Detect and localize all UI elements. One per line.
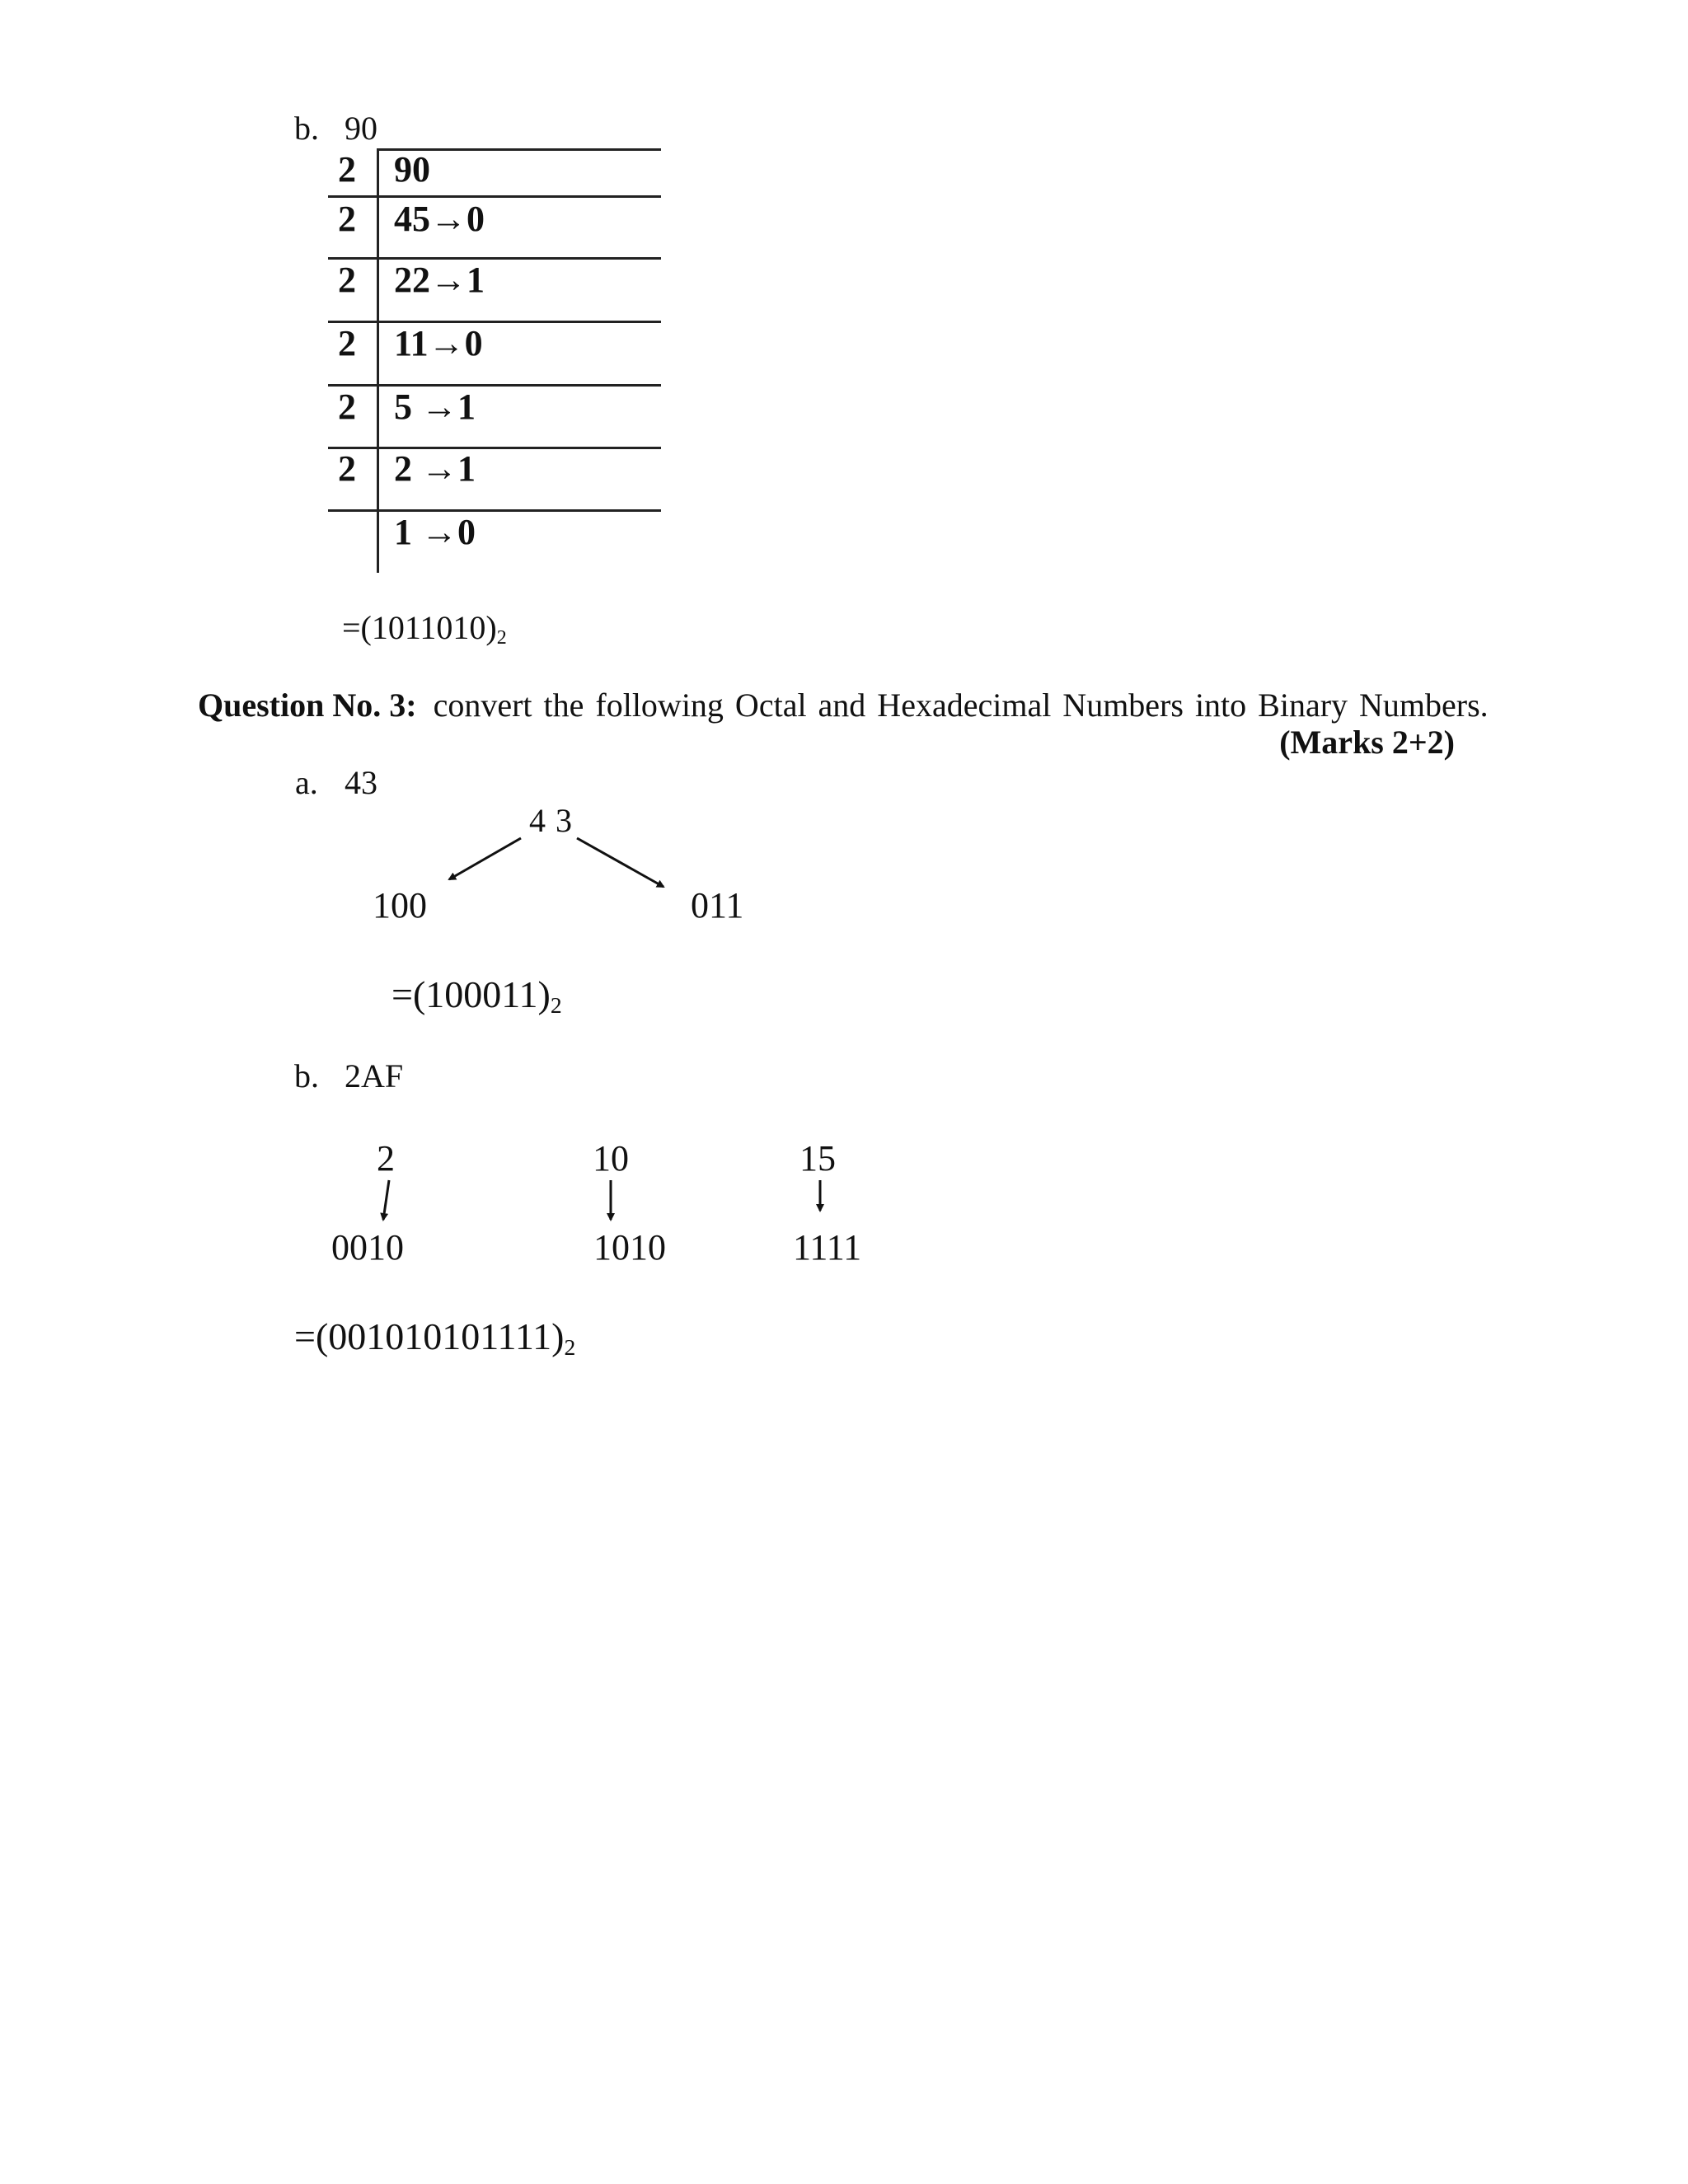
octal-left-bits: 100	[373, 885, 427, 926]
arrow-left-icon	[449, 838, 521, 879]
octal-digits: 4 3	[529, 802, 573, 839]
arrow-right-icon	[577, 838, 663, 887]
octal-right-bits: 011	[691, 885, 744, 926]
divisor: 2	[338, 149, 356, 190]
hex-digit-decimal: 2	[377, 1138, 395, 1179]
divisor: 2	[338, 323, 356, 363]
part-b-label: b.	[294, 110, 319, 147]
quotient-entry: 90	[394, 149, 430, 190]
hex-digit-decimal: 15	[799, 1138, 836, 1179]
part-b-hex-value: 2AF	[345, 1057, 404, 1094]
divisor: 2	[338, 199, 356, 239]
part-b-value: 90	[345, 110, 377, 147]
question-3-marks: (Marks 2+2)	[1279, 724, 1455, 761]
quotient-entry: 45→0	[394, 199, 485, 239]
quotient-entry: 22→1	[394, 260, 485, 300]
hex-digit-bits: 0010	[331, 1227, 404, 1268]
quotient-entry: 5 →1	[394, 387, 476, 427]
hex-digit-bits: 1111	[793, 1227, 862, 1268]
question-3-text: convert the following Octal and Hexadecimal Numbers into Binary Numbers.	[433, 687, 1489, 724]
divisor: 2	[338, 387, 356, 427]
quotient-entry: 11→0	[394, 323, 483, 363]
divisor: 2	[338, 448, 356, 489]
part-a-label: a.	[295, 764, 318, 801]
hex-result: $=(001010101111)_2$	[294, 1315, 576, 1360]
quotient-entry: 1 →0	[394, 512, 476, 552]
quotient-entry: 2 →1	[394, 448, 476, 489]
hex-digit-bits: 1010	[593, 1227, 666, 1268]
hex-digit-decimal: 10	[593, 1138, 629, 1179]
question-3-label: Question No. 3:	[198, 687, 417, 724]
arrow-down-icon	[383, 1180, 389, 1220]
part-b-hex-label: b.	[294, 1057, 319, 1094]
part-b-result: $=(1011010)_2$	[342, 609, 507, 649]
octal-result: $=(100011)_2$	[392, 973, 562, 1018]
divisor: 2	[338, 260, 356, 300]
part-a-value: 43	[345, 764, 377, 801]
